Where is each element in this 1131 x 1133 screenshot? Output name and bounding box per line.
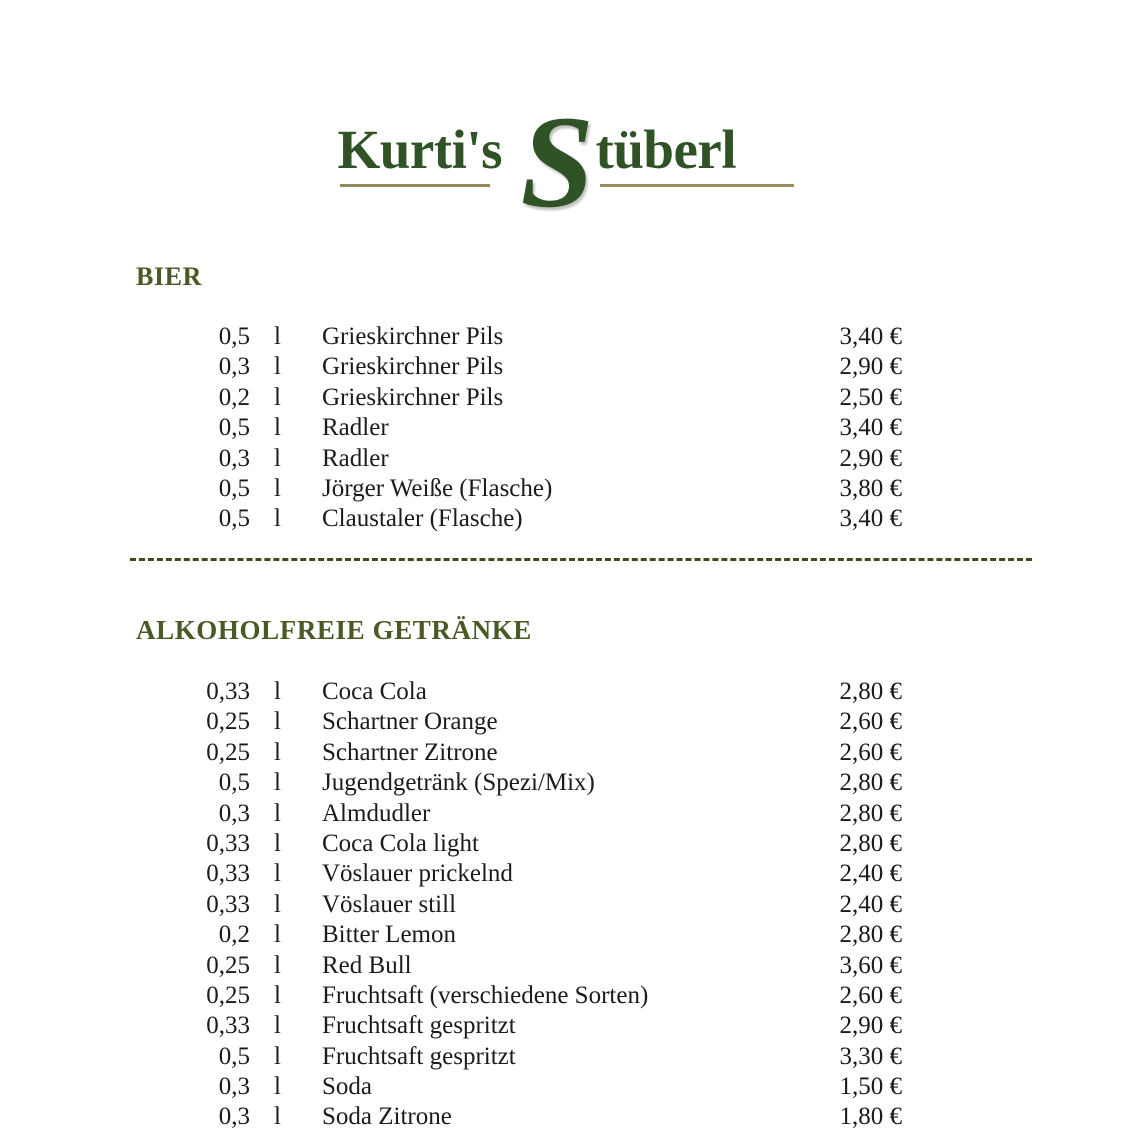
- logo-word-kurtis: Kurti's: [337, 119, 503, 180]
- menu-item-row: [0, 920, 1131, 950]
- menu-item-row: [0, 768, 1131, 798]
- menu-item-row: [0, 474, 1131, 504]
- menu-item-price: 1,80 €: [839, 1103, 902, 1131]
- menu-item-price: 3,40 €: [839, 414, 902, 442]
- section-title-bier: BIER: [136, 262, 202, 291]
- menu-item-volume: 0,5: [218, 414, 250, 442]
- menu-item-price: 3,80 €: [839, 474, 902, 502]
- menu-item-row: [0, 413, 1131, 443]
- menu-item-name: Vöslauer prickelnd: [322, 860, 513, 888]
- menu-item-name: Grieskirchner Pils: [322, 353, 504, 381]
- menu-item-name: Bitter Lemon: [322, 921, 456, 949]
- menu-item-price: 2,90 €: [839, 444, 902, 472]
- menu-item-unit: l: [274, 414, 281, 442]
- menu-item-volume: 0,25: [206, 738, 250, 766]
- menu-item-volume: 0,3: [218, 353, 250, 381]
- menu-item-unit: l: [274, 383, 281, 411]
- menu-item-name: Jörger Weiße (Flasche): [322, 474, 553, 502]
- menu-item-unit: l: [274, 890, 281, 918]
- menu-item-name: Fruchtsaft gespritzt: [322, 1012, 516, 1040]
- logo-word-tuberl: tüberl: [595, 119, 737, 180]
- menu-item-name: Jugendgetränk (Spezi/Mix): [322, 769, 595, 797]
- menu-item-price: 2,80 €: [839, 678, 902, 705]
- logo-inner: [337, 88, 794, 235]
- menu-item-unit: l: [274, 951, 281, 979]
- menu-item-name: Soda: [322, 1073, 372, 1101]
- menu-item-price: 2,40 €: [839, 890, 902, 918]
- menu-item-volume: 0,33: [206, 678, 250, 705]
- menu-item-row: [0, 707, 1131, 737]
- menu-item-row: [0, 504, 1131, 534]
- menu-item-row: [0, 799, 1131, 829]
- menu-item-name: Radler: [322, 414, 389, 442]
- menu-item-unit: l: [274, 799, 281, 827]
- menu-item-name: Grieskirchner Pils: [322, 323, 504, 350]
- menu-item-row: [0, 677, 1131, 707]
- menu-item-row: [0, 738, 1131, 768]
- menu-item-name: Radler: [322, 444, 389, 472]
- menu-item-unit: l: [274, 1073, 281, 1101]
- item-list-alkoholfreie-getraenke: [0, 677, 1131, 1133]
- menu-item-volume: 0,33: [206, 1012, 250, 1040]
- menu-item-volume: 0,3: [218, 1073, 250, 1101]
- menu-item-volume: 0,5: [218, 474, 250, 502]
- menu-item-name: Fruchtsaft (verschiedene Sorten): [322, 981, 649, 1009]
- menu-item-price: 3,30 €: [839, 1042, 902, 1070]
- menu-item-price: 2,60 €: [839, 738, 902, 766]
- menu-item-row: [0, 352, 1131, 382]
- section-title-alkoholfreie-getraenke: ALKOHOLFREIE GETRÄNKE: [136, 615, 532, 645]
- menu-item-volume: 0,5: [218, 1042, 250, 1070]
- menu-item-volume: 0,25: [206, 981, 250, 1009]
- menu-item-unit: l: [274, 1012, 281, 1040]
- menu-item-unit: l: [274, 474, 281, 502]
- menu-item-price: 1,50 €: [839, 1073, 902, 1101]
- menu-item-volume: 0,33: [206, 860, 250, 888]
- menu-item-unit: l: [274, 921, 281, 949]
- menu-item-name: Coca Cola: [322, 678, 427, 705]
- menu-item-row: [0, 1042, 1131, 1072]
- restaurant-logo: [0, 88, 1131, 235]
- menu-item-price: 2,90 €: [839, 353, 902, 381]
- menu-item-volume: 0,2: [218, 383, 250, 411]
- menu-item-price: 3,40 €: [839, 323, 902, 350]
- menu-item-unit: l: [274, 860, 281, 888]
- menu-item-price: 2,80 €: [839, 769, 902, 797]
- menu-item-row: [0, 981, 1131, 1011]
- menu-item-volume: 0,25: [206, 951, 250, 979]
- menu-item-name: Red Bull: [322, 951, 412, 979]
- menu-item-name: Coca Cola light: [322, 829, 479, 857]
- menu-item-volume: 0,33: [206, 829, 250, 857]
- menu-item-row: [0, 829, 1131, 859]
- menu-item-price: 2,80 €: [839, 799, 902, 827]
- menu-item-price: 2,80 €: [839, 921, 902, 949]
- menu-item-unit: l: [274, 444, 281, 472]
- menu-item-unit: l: [274, 1103, 281, 1131]
- menu-item-price: 3,60 €: [839, 951, 902, 979]
- menu-item-row: [0, 1011, 1131, 1041]
- menu-item-row: [0, 890, 1131, 920]
- menu-item-unit: l: [274, 505, 281, 533]
- menu-item-unit: l: [274, 708, 281, 736]
- menu-item-name: Soda Zitrone: [322, 1103, 452, 1131]
- menu-item-price: 2,50 €: [839, 383, 902, 411]
- menu-item-unit: l: [274, 323, 281, 350]
- logo-underline-right: [600, 184, 794, 187]
- menu-item-row: [0, 322, 1131, 352]
- menu-item-volume: 0,25: [206, 708, 250, 736]
- menu-item-price: 2,60 €: [839, 708, 902, 736]
- menu-item-volume: 0,5: [218, 769, 250, 797]
- menu-item-volume: 0,3: [218, 444, 250, 472]
- menu-item-price: 2,90 €: [839, 1012, 902, 1040]
- menu-item-unit: l: [274, 738, 281, 766]
- menu-item-unit: l: [274, 1042, 281, 1070]
- menu-item-volume: 0,5: [218, 323, 250, 350]
- menu-item-row: [0, 859, 1131, 889]
- menu-item-name: Fruchtsaft gespritzt: [322, 1042, 516, 1070]
- menu-item-row: [0, 383, 1131, 413]
- menu-item-row: [0, 444, 1131, 474]
- menu-item-row: [0, 1102, 1131, 1132]
- menu-item-name: Grieskirchner Pils: [322, 383, 504, 411]
- menu-item-price: 2,80 €: [839, 829, 902, 857]
- menu-item-row: [0, 951, 1131, 981]
- section-divider: [130, 558, 1032, 561]
- menu-item-unit: l: [274, 678, 281, 705]
- menu-item-volume: 0,2: [218, 921, 250, 949]
- logo-big-s-letter: S: [520, 88, 594, 235]
- menu-item-price: 2,60 €: [839, 981, 902, 1009]
- menu-item-price: 2,40 €: [839, 860, 902, 888]
- menu-item-name: Schartner Zitrone: [322, 738, 498, 766]
- menu-item-name: Claustaler (Flasche): [322, 505, 523, 533]
- menu-item-unit: l: [274, 829, 281, 857]
- menu-item-volume: 0,3: [218, 799, 250, 827]
- menu-item-price: 3,40 €: [839, 505, 902, 533]
- menu-item-unit: l: [274, 769, 281, 797]
- menu-item-name: Almdudler: [322, 799, 431, 827]
- menu-item-volume: 0,33: [206, 890, 250, 918]
- item-list-bier: [0, 322, 1131, 535]
- menu-item-row: [0, 1072, 1131, 1102]
- menu-item-name: Schartner Orange: [322, 708, 498, 736]
- logo-underline-left: [340, 184, 490, 187]
- menu-item-unit: l: [274, 353, 281, 381]
- menu-item-unit: l: [274, 981, 281, 1009]
- menu-item-volume: 0,5: [218, 505, 250, 533]
- menu-item-volume: 0,3: [218, 1103, 250, 1131]
- menu-item-name: Vöslauer still: [322, 890, 457, 918]
